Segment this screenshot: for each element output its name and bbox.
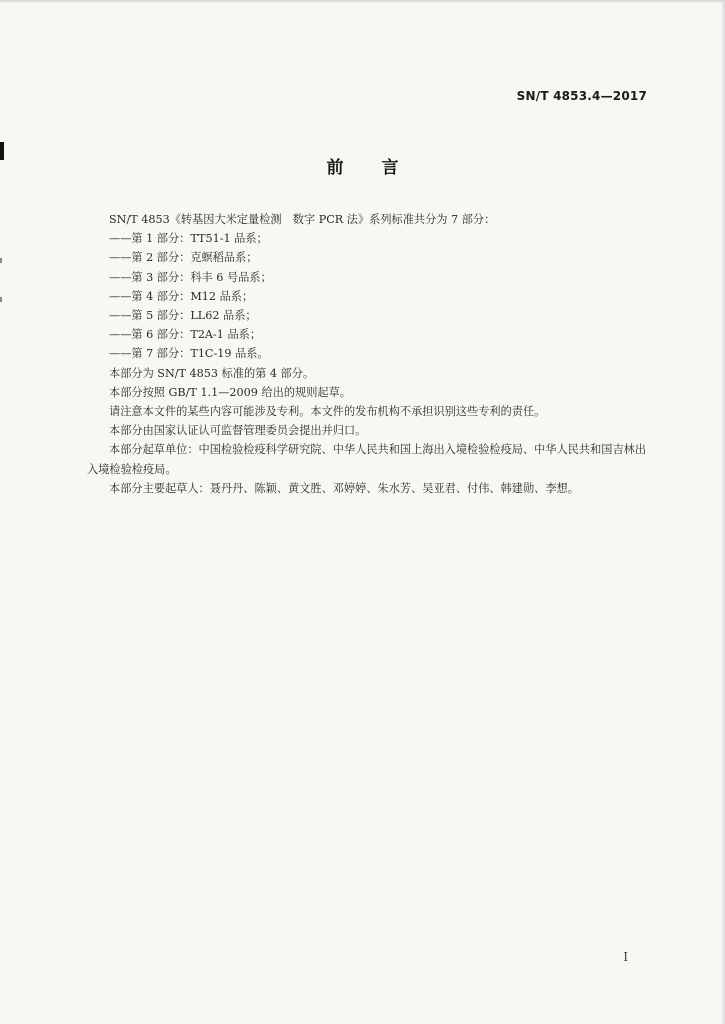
page-title: 前言 bbox=[326, 158, 437, 178]
drafting-rules-paragraph: 本部分按照 GB/T 1.1—2009 给出的规则起草。 bbox=[109, 385, 351, 399]
part-list-item: ——第 3 部分：科丰 6 号品系； bbox=[109, 270, 272, 284]
drafters-paragraph: 本部分主要起草人：聂丹丹、陈颖、黄文胜、邓婷婷、朱水芳、吴亚君、付伟、韩建勋、李想。 bbox=[109, 481, 579, 495]
page-number: I bbox=[623, 950, 628, 964]
part-list-item: ——第 6 部分：T2A-1 品系； bbox=[109, 328, 262, 342]
part-list-item: ——第 1 部分：TT51-1 品系； bbox=[109, 232, 268, 246]
proposer-paragraph: 本部分由国家认证认可监督管理委员会提出并归口。 bbox=[109, 424, 367, 438]
part-list-item: ——第 2 部分：克螟稻品系； bbox=[109, 251, 258, 265]
part-list-item: ——第 4 部分：M12 品系； bbox=[109, 289, 254, 303]
foreword-body bbox=[87, 210, 652, 498]
document-code: SN/T 4853.4—2017 bbox=[516, 89, 647, 103]
intro-paragraph: SN/T 4853《转基因大米定量检测 数字 PCR 法》系列标准共分为 7 部分： bbox=[109, 213, 496, 226]
scan-top-edge bbox=[0, 0, 725, 3]
part-list-item: ——第 7 部分：T1C-19 品系。 bbox=[109, 347, 269, 361]
drafting-units-paragraph: 本部分起草单位：中国检验检疫科学研究院、中华人民共和国上海出入境检验检疫局、中华人民共和国吉林出入境检验检疫局。 bbox=[87, 443, 647, 476]
binding-dot bbox=[0, 258, 2, 263]
patent-notice-paragraph: 请注意本文件的某些内容可能涉及专利。本文件的发布机构不承担识别这些专利的责任。 bbox=[109, 405, 546, 419]
part-list-item: ——第 5 部分：LL62 品系； bbox=[109, 309, 257, 323]
binding-dot bbox=[0, 297, 2, 302]
part-statement-paragraph: 本部分为 SN/T 4853 标准的第 4 部分。 bbox=[109, 366, 315, 380]
